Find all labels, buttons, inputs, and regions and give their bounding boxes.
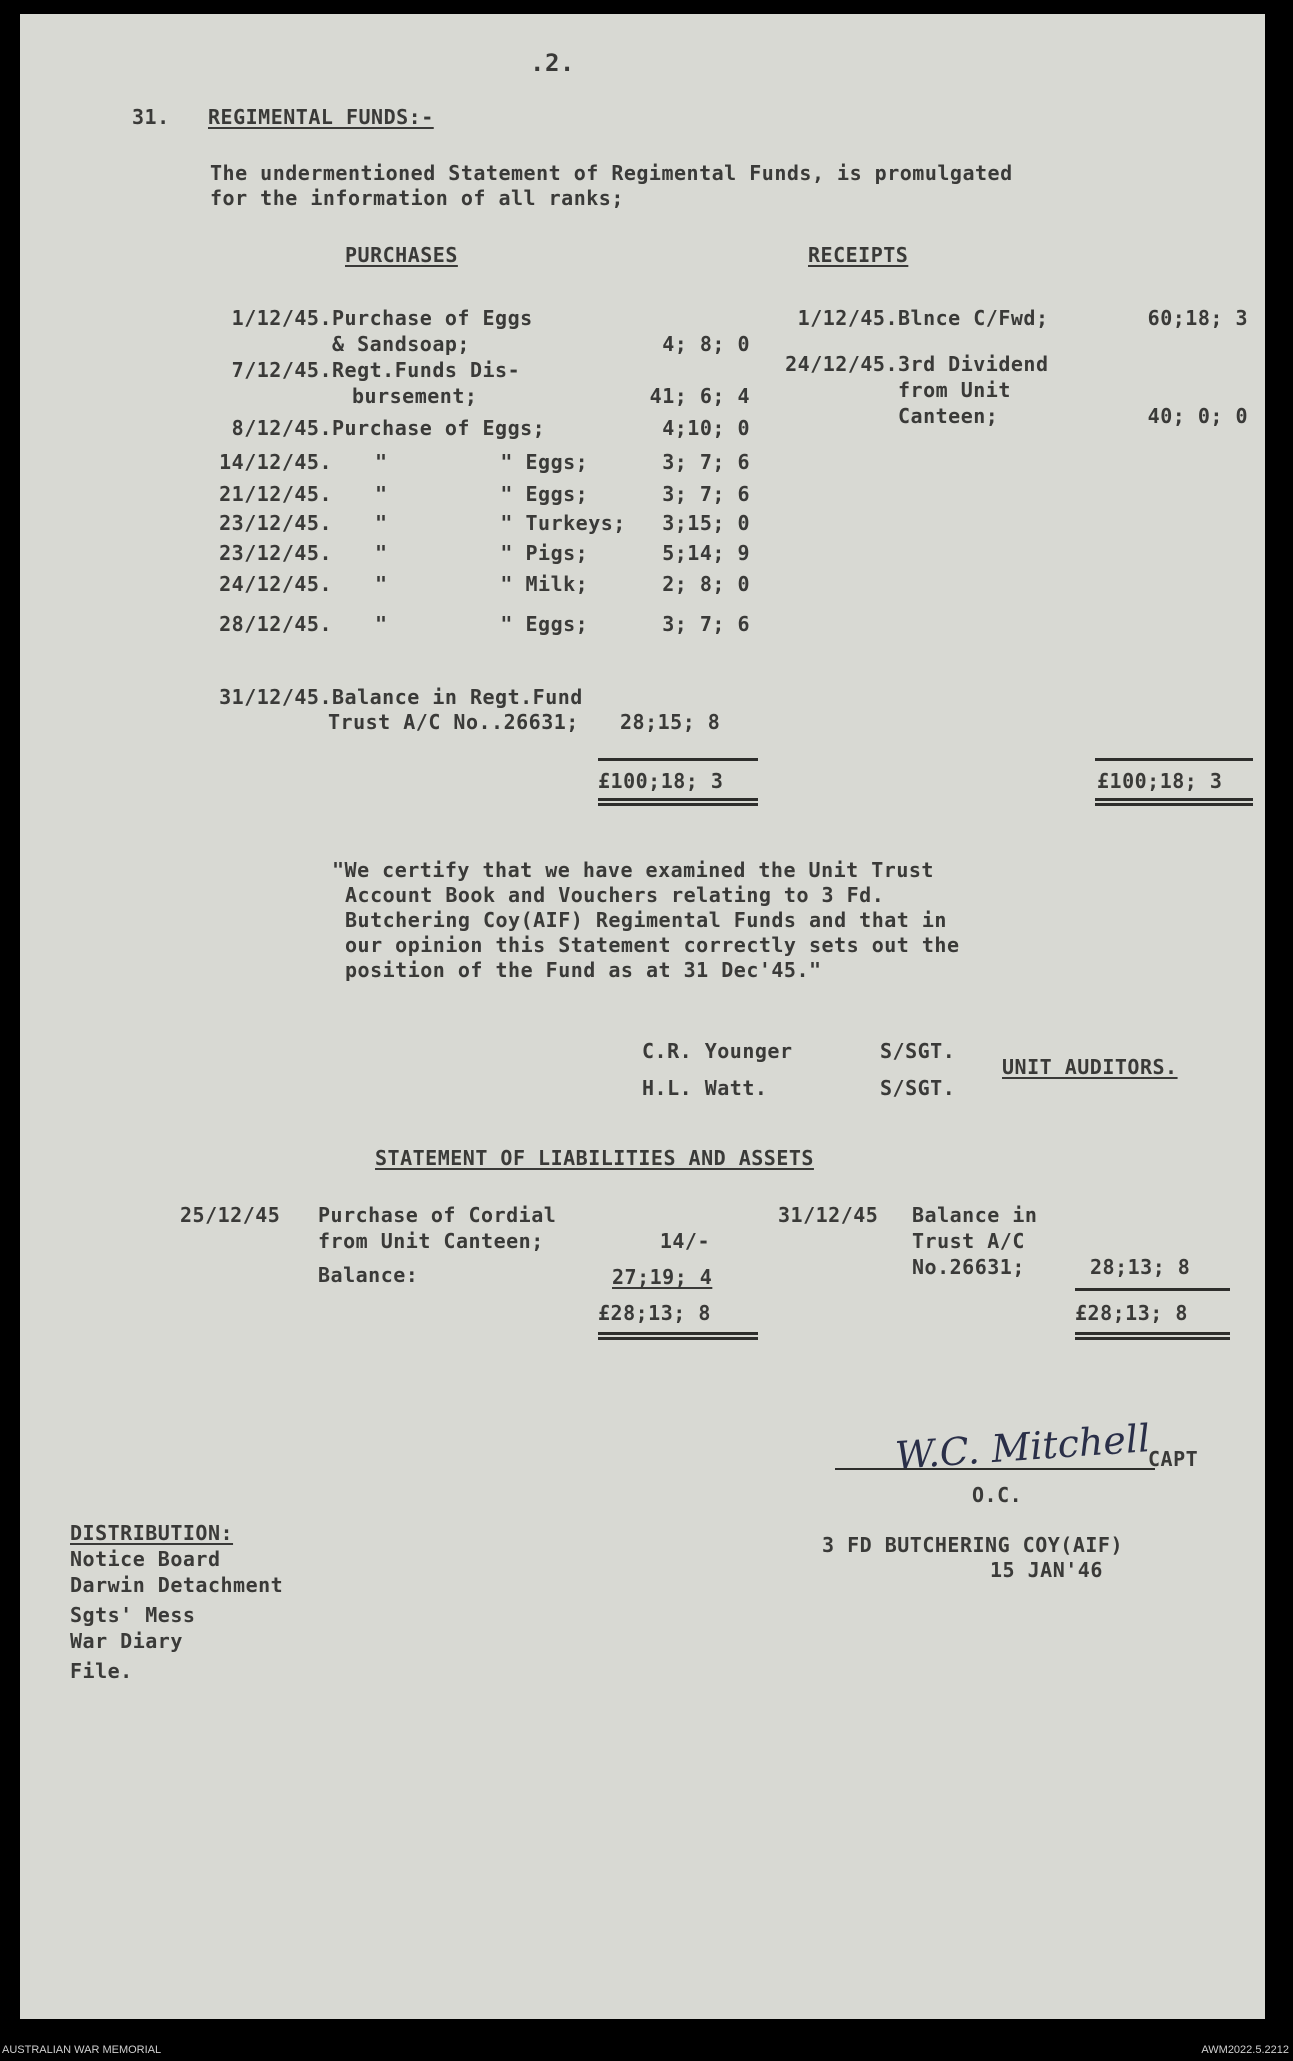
purchase-date: 28/12/45.: [219, 612, 332, 636]
asset-amount: 28;13; 8: [1090, 1255, 1191, 1279]
total-underline: [1075, 1337, 1230, 1340]
purchase-date: 1/12/45.: [231, 306, 332, 330]
purchase-amount: 3; 7; 6: [662, 450, 750, 474]
liabilities-right-total: £28;13; 8: [1075, 1301, 1188, 1325]
liability-date: 25/12/45: [180, 1203, 281, 1227]
purchase-desc: Purchase of Eggs;: [332, 416, 546, 440]
intro-line: The undermentioned Statement of Regimental Funds, is promulgated: [210, 161, 1013, 185]
certificate-line: "We certify that we have examined the Unit Trust: [332, 858, 934, 882]
unit-name: 3 FD BUTCHERING COY(AIF): [822, 1533, 1123, 1557]
purchase-date: 8/12/45.: [231, 416, 332, 440]
certificate-line: Account Book and Vouchers relating to 3 Fd.: [345, 883, 885, 907]
receipt-date: 24/12/45.: [785, 352, 898, 376]
distribution-item: File.: [70, 1659, 133, 1683]
total-underline: [1075, 1332, 1230, 1335]
distribution-item: Sgts' Mess: [70, 1603, 196, 1627]
section-title: REGIMENTAL FUNDS:-: [208, 105, 434, 129]
receipt-desc: Canteen;: [898, 404, 999, 428]
asset-date: 31/12/45: [778, 1203, 879, 1227]
balance-label: Balance:: [318, 1263, 419, 1287]
purchase-desc: " " Milk;: [375, 572, 589, 596]
liability-amount: 14/-: [659, 1229, 710, 1253]
liability-desc: Purchase of Cordial: [318, 1203, 557, 1227]
purchases-heading: PURCHASES: [345, 243, 458, 267]
purchase-date: 24/12/45.: [219, 572, 332, 596]
purchase-desc: " " Eggs;: [375, 482, 589, 506]
total-underline: [598, 1332, 758, 1335]
purchase-desc: " " Eggs;: [375, 450, 589, 474]
total-rule: [598, 758, 758, 761]
document-date: 15 JAN'46: [990, 1558, 1103, 1582]
auditor-name: H.L. Watt.: [642, 1076, 768, 1100]
balance-amount: 27;19; 4: [612, 1265, 713, 1289]
receipt-date: 1/12/45.: [797, 306, 898, 330]
purchase-date: 14/12/45.: [219, 450, 332, 474]
purchase-balance-desc: Balance in Regt.Fund: [332, 685, 583, 709]
purchase-desc: Purchase of Eggs: [332, 306, 533, 330]
liabilities-left-total: £28;13; 8: [598, 1301, 711, 1325]
unit-auditors-label: UNIT AUDITORS.: [1002, 1055, 1178, 1079]
liabilities-heading: STATEMENT OF LIABILITIES AND ASSETS: [375, 1146, 814, 1170]
certificate-line: Butchering Coy(AIF) Regimental Funds and that in: [345, 908, 947, 932]
signature-title: O.C.: [972, 1483, 1023, 1507]
purchase-date: 21/12/45.: [219, 482, 332, 506]
intro-line: for the information of all ranks;: [210, 186, 624, 210]
liability-desc: from Unit Canteen;: [318, 1229, 544, 1253]
distribution-item: Darwin Detachment: [70, 1573, 284, 1597]
purchase-desc: " " Eggs;: [375, 612, 589, 636]
section-number: 31.: [132, 105, 170, 129]
purchase-balance-desc: Trust A/C No..26631;: [328, 710, 579, 734]
total-underline: [1095, 798, 1253, 801]
purchase-date: 7/12/45.: [231, 358, 332, 382]
purchase-desc: & Sandsoap;: [332, 332, 470, 356]
receipt-desc: 3rd Dividend: [898, 352, 1049, 376]
page-number: .2.: [530, 49, 575, 77]
purchase-desc: Regt.Funds Dis-: [332, 358, 521, 382]
purchase-date: 23/12/45.: [219, 511, 332, 535]
purchase-amount: 3; 7; 6: [662, 612, 750, 636]
total-underline: [598, 1337, 758, 1340]
auditor-name: C.R. Younger: [642, 1039, 793, 1063]
certificate-line: position of the Fund as at 31 Dec'45.": [345, 958, 822, 982]
receipts-total: £100;18; 3: [1097, 769, 1223, 793]
purchase-amount: 3;15; 0: [662, 511, 750, 535]
purchase-amount: 5;14; 9: [662, 541, 750, 565]
receipt-amount: 60;18; 3: [1147, 306, 1248, 330]
total-underline: [598, 798, 758, 801]
certificate-line: our opinion this Statement correctly sets out the: [345, 933, 960, 957]
asset-desc: Balance in: [912, 1203, 1038, 1227]
total-underline: [598, 803, 758, 806]
receipts-heading: RECEIPTS: [808, 243, 909, 267]
total-rule: [1075, 1288, 1230, 1291]
receipt-amount: 40; 0; 0: [1147, 404, 1248, 428]
purchase-amount: 41; 6; 4: [649, 384, 750, 408]
distribution-heading: DISTRIBUTION:: [70, 1521, 234, 1545]
purchases-total: £100;18; 3: [598, 769, 724, 793]
asset-desc: Trust A/C: [912, 1229, 1025, 1253]
purchase-desc: bursement;: [352, 384, 478, 408]
purchase-balance-date: 31/12/45.: [219, 685, 332, 709]
purchase-amount: 4;10; 0: [662, 416, 750, 440]
footer-archive-name: AUSTRALIAN WAR MEMORIAL: [2, 2044, 162, 2056]
receipt-desc: from Unit: [898, 378, 1011, 402]
distribution-item: War Diary: [70, 1629, 183, 1653]
purchase-date: 23/12/45.: [219, 541, 332, 565]
auditor-rank: S/SGT.: [880, 1076, 956, 1100]
purchase-desc: " " Turkeys;: [375, 511, 626, 535]
purchase-amount: 4; 8; 0: [662, 332, 750, 356]
receipt-desc: Blnce C/Fwd;: [898, 306, 1049, 330]
purchase-desc: " " Pigs;: [375, 541, 589, 565]
handwritten-signature: W.C. Mitchell: [893, 1416, 1152, 1478]
purchase-amount: 2; 8; 0: [662, 572, 750, 596]
distribution-item: Notice Board: [70, 1547, 221, 1571]
footer-accession-number: AWM2022.5.2212: [1201, 2044, 1289, 2056]
signature-rank: CAPT: [1148, 1447, 1199, 1471]
purchase-amount: 3; 7; 6: [662, 482, 750, 506]
total-rule: [1095, 758, 1253, 761]
auditor-rank: S/SGT.: [880, 1039, 956, 1063]
asset-desc: No.26631;: [912, 1255, 1025, 1279]
purchase-balance-amount: 28;15; 8: [620, 710, 721, 734]
total-underline: [1095, 803, 1253, 806]
